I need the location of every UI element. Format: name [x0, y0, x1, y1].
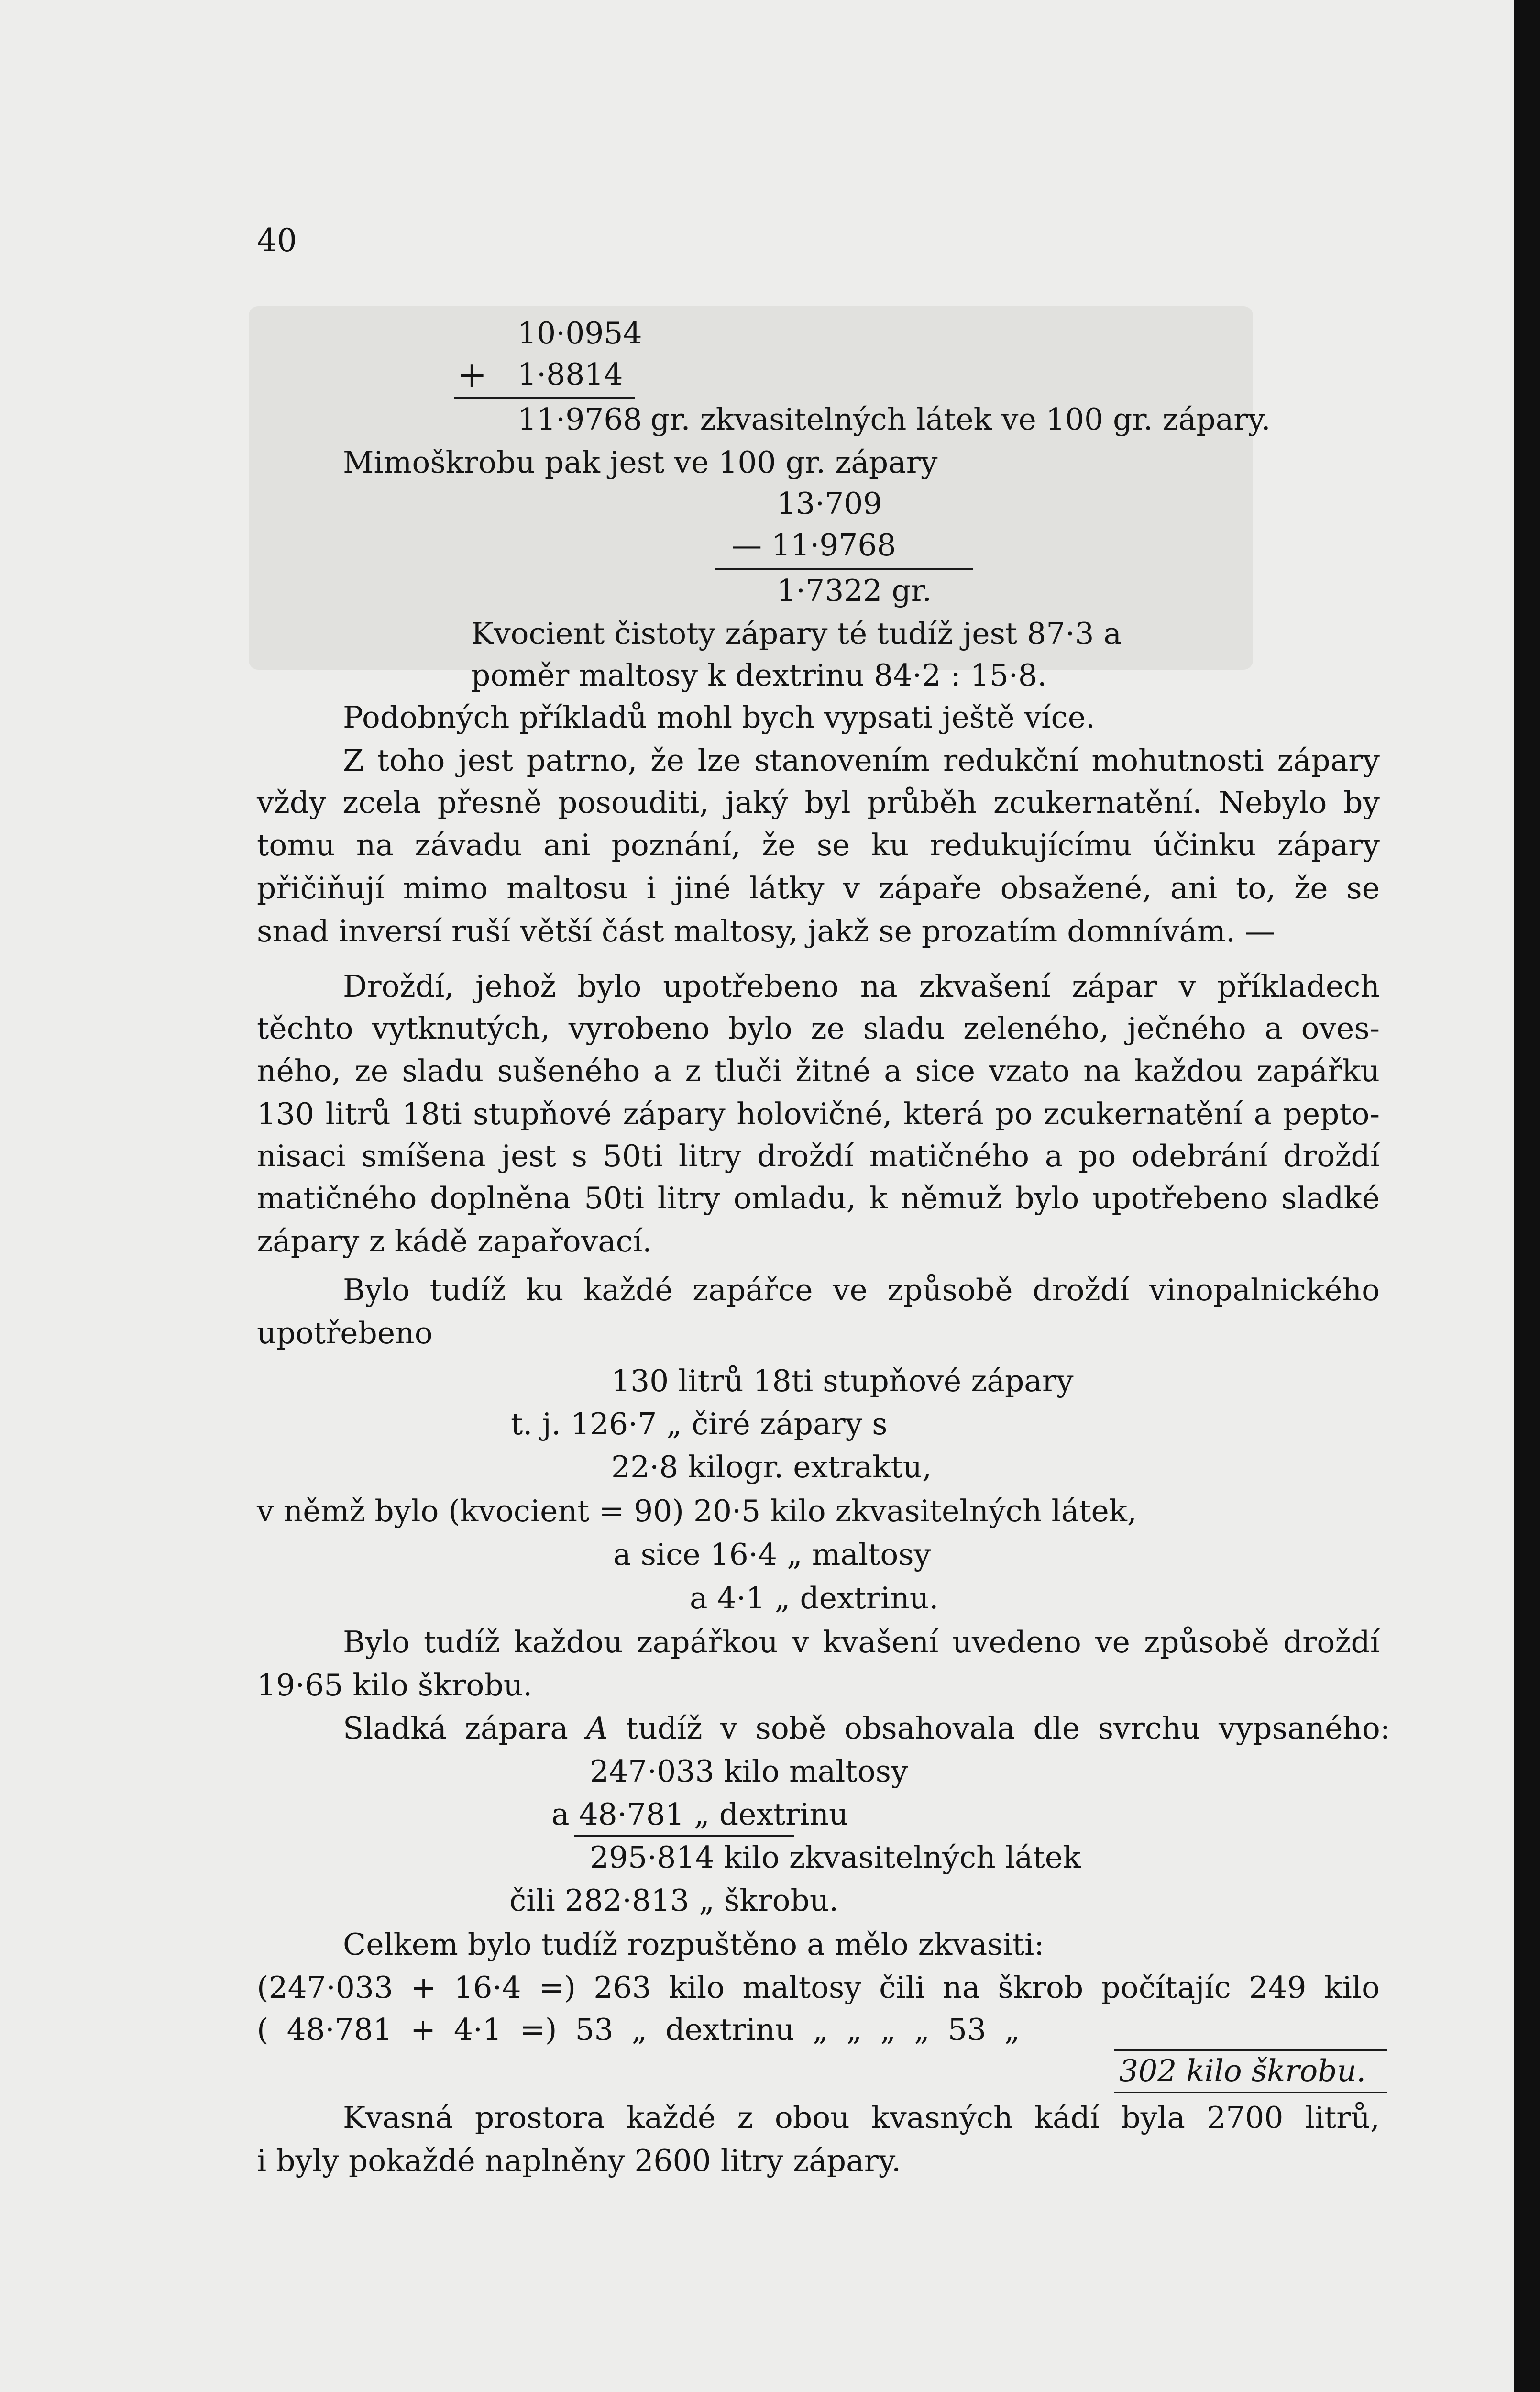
- sum-addend-1: 10·0954: [517, 316, 642, 351]
- para6-line: Celkem bylo tudíž rozpuštěno a mělo zkvasiti:: [343, 1927, 1045, 1962]
- list2-line: 247·033 kilo maltosy: [590, 1754, 908, 1789]
- para1-line: přičiňují mimo maltosu i jiné látky v zápaře obsažené, ani to, že se: [257, 871, 1380, 906]
- list1-line: t. j. 126·7 „ čiré zápary s: [511, 1406, 888, 1441]
- calc-total: 302 kilo škrobu.: [1119, 2053, 1366, 2088]
- para2-line: 130 litrů 18ti stupňové zápary holovičné, která po zcukernatění a pepto-: [257, 1096, 1380, 1131]
- para4-line: 19·65 kilo škrobu.: [257, 1668, 533, 1703]
- para1-line: vždy zcela přesně posouditi, jaký byl průběh zcukernatění. Nebylo by: [257, 785, 1380, 820]
- para7-line: i byly pokaždé naplněny 2600 litry zápary.: [257, 2143, 902, 2178]
- intro-line: Mimoškrobu pak jest ve 100 gr. zápary: [343, 445, 938, 480]
- list2-rule: [574, 1835, 794, 1837]
- sum-addend-2: 1·8814: [517, 357, 623, 392]
- para2-line: matičného doplněna 50ti litry omladu, k němuž bylo upotřebeno sladké: [257, 1181, 1380, 1216]
- list1-line: 130 litrů 18ti stupňové zápary: [611, 1363, 1074, 1398]
- para3-line: upotřebeno: [257, 1316, 433, 1351]
- list1-line: 22·8 kilogr. extraktu,: [611, 1450, 932, 1484]
- calc-line: (247·033 + 16·4 =) 263 kilo maltosy čili na škrob počítajíc 249 kilo: [257, 1970, 1380, 2005]
- para2-line: těchto vytknutých, vyrobeno bylo ze sladu zeleného, ječného a oves-: [257, 1011, 1380, 1046]
- calc-line: ( 48·781 + 4·1 =) 53 „ dextrinu „ „ „ „ 53 „: [257, 2012, 1020, 2047]
- sub-subtrahend: — 11·9768: [732, 528, 896, 563]
- background-stain: [249, 306, 1253, 670]
- calc-rule: [1114, 2049, 1387, 2051]
- page-number: 40: [257, 222, 297, 259]
- scan-edge: [1514, 0, 1540, 2392]
- para7-line: Kvasná prostora každé z obou kvasných kádí byla 2700 litrů,: [343, 2100, 1380, 2135]
- para2-line: Droždí, jehož bylo upotřebeno na zkvašení zápar v příkladech: [343, 969, 1380, 1004]
- list1-line: v němž bylo (kvocient = 90) 20·5 kilo zkvasitelných látek,: [257, 1494, 1137, 1528]
- para1-line: tomu na závadu ani poznání, že se ku redukujícímu účinku zápary: [257, 828, 1380, 863]
- list2-line: 295·814 kilo zkvasitelných látek: [590, 1840, 1081, 1875]
- plus-sign: +: [457, 353, 487, 396]
- quotient-line-2: poměr maltosy k dextrinu 84·2 : 15·8.: [471, 658, 1047, 693]
- zapara-letter: A: [586, 1711, 608, 1746]
- sub-result: 1·7322 gr.: [777, 573, 932, 608]
- list1-line: a 4·1 „ dextrinu.: [690, 1581, 939, 1616]
- para2-line: ného, ze sladu sušeného a z tluči žitné a sice vzato na každou zapářku: [257, 1053, 1380, 1088]
- para3-line: Bylo tudíž ku každé zapářce ve způsobě droždí vinopalnického: [343, 1273, 1380, 1307]
- para2-line: zápary z kádě zapařovací.: [257, 1224, 652, 1259]
- para1-line: Z toho jest patrno, že lze stanovením redukční mohutnosti zápary: [343, 743, 1380, 778]
- sum-rule: [454, 397, 635, 399]
- list2-line: a 48·781 „ dextrinu: [551, 1797, 848, 1832]
- para4-line: Bylo tudíž každou zapářkou v kvašení uvedeno ve způsobě droždí: [343, 1625, 1380, 1660]
- list1-line: a sice 16·4 „ maltosy: [613, 1537, 931, 1572]
- list2-line: čili 282·813 „ škrobu.: [509, 1883, 839, 1918]
- para5-after: tudíž v sobě obsahovala dle svrchu vypsaného:: [626, 1711, 1390, 1746]
- para1-line: snad inversí ruší větší část maltosy, jakž se prozatím domnívám. —: [257, 914, 1275, 949]
- para5-before: Sladká zápara: [343, 1711, 568, 1746]
- sub-minuend: 13·709: [777, 486, 882, 521]
- para5-line: [343, 1711, 1390, 1746]
- sum-total-text: gr. zkvasitelných látek ve 100 gr. zápary.: [650, 402, 1271, 437]
- sum-total: 11·9768: [517, 402, 642, 437]
- sub-rule: [715, 568, 973, 570]
- para2-line: nisaci smíšena jest s 50ti litry droždí matičného a po odebrání droždí: [257, 1139, 1380, 1174]
- calc-underline: [1114, 2092, 1387, 2093]
- examples-line: Podobných příkladů mohl bych vypsati ještě více.: [343, 700, 1096, 735]
- quotient-line-1: Kvocient čistoty zápary té tudíž jest 87·3 a: [471, 616, 1122, 651]
